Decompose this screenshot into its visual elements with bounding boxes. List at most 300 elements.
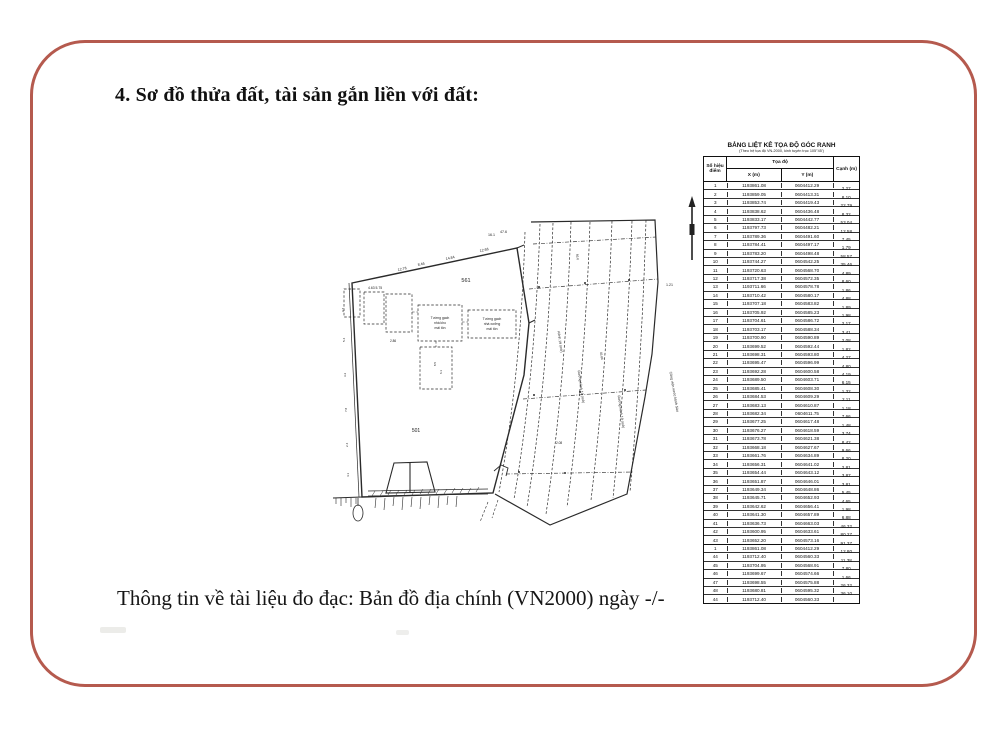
point-id: 32: [704, 445, 728, 450]
point-id: 36: [704, 479, 728, 484]
point-id: 42: [704, 529, 728, 534]
x-coordinate: 1193789.36: [728, 234, 782, 239]
point-id: 1: [704, 546, 728, 551]
edge-length: 9.66: [841, 447, 851, 453]
micro-label: 7.8: [344, 407, 348, 412]
y-coordinate: 0604648.86: [782, 487, 834, 492]
edge-length: 8.32: [841, 211, 851, 217]
y-coordinate: 0604568.91: [782, 563, 834, 568]
x-coordinate: 1193652.20: [728, 538, 782, 543]
road-dash-line: [527, 223, 553, 507]
park-label: Công viên nước kênh Sáu: [668, 371, 680, 413]
point-id: 28: [704, 411, 728, 416]
faded-text-trace: [100, 627, 126, 633]
table-row: [704, 207, 859, 215]
x-coordinate: 1193717.38: [728, 276, 782, 281]
point-id: 12: [704, 276, 728, 281]
point-id: 46: [704, 571, 728, 576]
micro-label: 6.1: [439, 369, 443, 375]
road-label: Kênh 19 (mở): [556, 330, 564, 353]
micro-label: 9.7: [341, 307, 345, 312]
measurement-info-text: Thông tin về tài liệu đo đạc: Bản đồ địa chính (VN2000) ngày -/-: [117, 586, 665, 610]
column-header-y: Y (m): [801, 172, 814, 178]
dimension-label: 4.63 5.75: [368, 286, 383, 290]
point-id: 16: [704, 310, 728, 315]
edge-length: 3.74: [841, 431, 851, 437]
point-id: 19: [704, 335, 728, 340]
column-header-point: Số hiệu điểm: [704, 157, 727, 181]
y-coordinate: 0604491.60: [782, 234, 834, 239]
edge-length: 58.57: [840, 253, 853, 259]
y-coordinate: 0604498.48: [782, 251, 834, 256]
y-coordinate: 0604560.33: [782, 597, 834, 602]
dimension-label: 8.46: [417, 261, 426, 267]
building-outline: [420, 347, 452, 389]
y-coordinate: 0604656.41: [782, 504, 834, 509]
edge-length: 1.98: [841, 507, 851, 513]
building-label: nhà xưởng: [483, 322, 501, 326]
point-id: 33: [704, 453, 728, 458]
y-coordinate: 0604600.58: [782, 369, 834, 374]
table-row: [704, 233, 859, 241]
point-id: 6: [704, 225, 728, 230]
dimension-label: 45.86: [599, 351, 605, 361]
point-id: 9: [704, 251, 728, 256]
tick-marks: [336, 498, 356, 507]
table-row: [704, 342, 859, 350]
x-coordinate: 1193784.41: [728, 242, 782, 247]
column-header-coords: [727, 157, 834, 181]
micro-label: 5.4: [342, 337, 346, 342]
dimension-label: 12.76: [397, 266, 408, 272]
x-coordinate: 1193645.71: [728, 495, 782, 500]
edge-length: 2.27: [841, 186, 851, 192]
x-coordinate: 1193689.50: [728, 377, 782, 382]
table-row: [704, 444, 859, 452]
x-coordinate: 1193707.18: [728, 301, 782, 306]
table-row: [704, 553, 859, 561]
table-row: [704, 368, 859, 376]
point-id: 30: [704, 428, 728, 433]
y-coordinate: 0604412.29: [782, 183, 834, 188]
point-id: 7: [704, 234, 728, 239]
cadastral-map-svg: [328, 192, 690, 570]
point-id: 5: [704, 217, 728, 222]
edge-length: 12.80: [840, 549, 853, 555]
point-id: 1: [704, 183, 728, 188]
edge-length: 8.20: [841, 456, 851, 462]
point-id: 4: [704, 209, 728, 214]
x-coordinate: 1193649.34: [728, 487, 782, 492]
column-header-x: X (m): [727, 169, 781, 181]
y-coordinate: 0604436.48: [782, 209, 834, 214]
coordinate-table-body: [704, 182, 859, 603]
coordinate-table-title: BẢNG LIỆT KÊ TỌA ĐỘ GÓC RANH: [727, 142, 836, 149]
table-row: [704, 460, 859, 468]
point-id: 17: [704, 318, 728, 323]
edge-length: 26.32: [840, 582, 853, 588]
point-id: 10: [704, 259, 728, 264]
cadastral-map: [328, 192, 690, 570]
x-coordinate: 1193720.63: [728, 268, 782, 273]
y-coordinate: 0604580.17: [782, 293, 834, 298]
cross-line: [506, 472, 633, 474]
x-coordinate: 1193685.41: [728, 386, 782, 391]
y-coordinate: 0604590.89: [782, 335, 834, 340]
edge-length: 1.98: [841, 312, 851, 318]
y-coordinate: 0604596.99: [782, 360, 834, 365]
x-coordinate: 1193656.31: [728, 462, 782, 467]
table-row: [704, 579, 859, 587]
micro-label: 2.4: [345, 442, 349, 447]
coordinate-table-grid: [703, 156, 860, 604]
x-coordinate: 1193712.40: [728, 597, 782, 602]
coordinate-table-subtitle: (Theo hệ tọa độ VN-2000, kinh tuyến trục 105°45'): [739, 149, 824, 153]
building-label: Tường gạch: [430, 316, 450, 320]
dimension-label: 2.08: [556, 441, 563, 445]
y-coordinate: 0604560.33: [782, 554, 834, 559]
point-id: 23: [704, 369, 728, 374]
point-id: 37: [704, 487, 728, 492]
table-row: [704, 325, 859, 333]
table-row: [704, 266, 859, 274]
table-row: [704, 250, 859, 258]
boundary-bridge-segments: [517, 245, 535, 323]
building-label: nhà kho: [433, 321, 447, 325]
point-id: 15: [704, 301, 728, 306]
dimension-label: 56.6: [575, 253, 580, 261]
building-label: mái tôn: [486, 327, 498, 331]
building-outline: [386, 294, 412, 332]
edge-length: 22.79: [840, 203, 853, 209]
table-row: [704, 427, 859, 435]
point-id: 14: [704, 293, 728, 298]
x-coordinate: 1193676.27: [728, 428, 782, 433]
edge-length: 4.88: [841, 296, 851, 302]
table-row: [704, 486, 859, 494]
table-row: [704, 309, 859, 317]
culvert-loop: [353, 505, 363, 521]
x-coordinate: 1193698.31: [728, 352, 782, 357]
point-id: 43: [704, 538, 728, 543]
table-row: [704, 562, 859, 570]
road-label: Đường kênh 19 (mở): [616, 395, 626, 429]
micro-label: 8.5: [433, 361, 437, 367]
point-id: 24: [704, 377, 728, 382]
y-coordinate: 0604657.89: [782, 512, 834, 517]
point-id: 44: [704, 597, 728, 602]
point-id: 26: [704, 394, 728, 399]
point-id: 20: [704, 344, 728, 349]
road-dash-line: [514, 224, 540, 499]
table-row: [704, 477, 859, 485]
x-coordinate: 1193673.78: [728, 436, 782, 441]
table-row: [704, 334, 859, 342]
edge-length: 8.42: [841, 439, 851, 445]
x-coordinate: 1193684.53: [728, 394, 782, 399]
table-row: [704, 511, 859, 519]
table-row: [704, 435, 859, 443]
table-row: [704, 376, 859, 384]
table-row: [704, 418, 859, 426]
y-coordinate: 0604603.71: [782, 377, 834, 382]
table-row: [704, 587, 859, 595]
y-coordinate: 0604608.30: [782, 386, 834, 391]
table-row: [704, 283, 859, 291]
edge-length: 11.38: [840, 557, 852, 563]
edge-length: 3.81: [841, 481, 851, 487]
edge-length: 1.18: [841, 405, 851, 411]
x-coordinate: 1193861.08: [728, 183, 782, 188]
table-row: [704, 595, 859, 602]
table-row: [704, 292, 859, 300]
notch-structure: [494, 465, 508, 476]
edge-length: 3.41: [841, 329, 851, 335]
y-coordinate: 0604646.01: [782, 479, 834, 484]
y-coordinate: 0604586.72: [782, 318, 834, 323]
table-row: [704, 469, 859, 477]
point-id: 18: [704, 327, 728, 332]
faded-text-trace: [396, 630, 409, 635]
x-coordinate: 1193641.30: [728, 512, 782, 517]
parcel-number: 501: [411, 428, 421, 434]
x-coordinate: 1193600.95: [728, 529, 782, 534]
x-coordinate: 1193705.92: [728, 310, 782, 315]
edge-length: 1.86: [841, 287, 851, 293]
x-coordinate: 1193833.17: [728, 217, 782, 222]
edge-length: 4.65: [841, 498, 851, 504]
y-coordinate: 0604593.80: [782, 352, 834, 357]
y-coordinate: 0604572.35: [782, 276, 834, 281]
table-row: [704, 536, 859, 544]
point-id: 35: [704, 470, 728, 475]
table-row: [704, 385, 859, 393]
north-arrow: [684, 194, 700, 266]
table-row: [704, 258, 859, 266]
road-dash-line: [630, 220, 646, 492]
x-coordinate: 1193744.27: [728, 259, 782, 264]
column-header-edge: Cạnh (m): [836, 166, 857, 172]
point-id: 31: [704, 436, 728, 441]
y-coordinate: 0604585.23: [782, 310, 834, 315]
y-coordinate: 0604573.16: [782, 538, 834, 543]
y-coordinate: 0604621.38: [782, 436, 834, 441]
point-id: 38: [704, 495, 728, 500]
y-coordinate: 0604663.03: [782, 521, 834, 526]
y-coordinate: 0604442.77: [782, 217, 834, 222]
point-id: 8: [704, 242, 728, 247]
edge-length: 1.89: [841, 304, 851, 310]
dimension-label: 16.1: [488, 233, 495, 237]
y-coordinate: 0604583.82: [782, 301, 834, 306]
road-dash-line: [567, 222, 590, 507]
building-label: mái tôn: [434, 326, 446, 330]
edge-length: 7.80: [841, 566, 851, 572]
x-coordinate: 1193838.62: [728, 209, 782, 214]
y-coordinate: 0604595.32: [782, 588, 834, 593]
table-row: [704, 452, 859, 460]
road-label: Đường kênh 19 (mở): [576, 370, 586, 404]
y-coordinate: 0604568.70: [782, 268, 834, 273]
lower-dash-lines: [480, 500, 498, 522]
table-row: [704, 359, 859, 367]
x-coordinate: 1193642.62: [728, 504, 782, 509]
table-row: [704, 520, 859, 528]
x-coordinate: 1193636.73: [728, 521, 782, 526]
table-row: [704, 393, 859, 401]
edge-length: 1.79: [841, 245, 851, 251]
x-coordinate: 1193682.34: [728, 411, 782, 416]
x-coordinate: 1193695.47: [728, 360, 782, 365]
x-coordinate: 1193692.28: [728, 369, 782, 374]
x-coordinate: 1193699.67: [728, 571, 782, 576]
x-coordinate: 1193699.52: [728, 344, 782, 349]
x-coordinate: 1193661.76: [728, 453, 782, 458]
dimension-label: 1.21: [666, 283, 673, 287]
table-row: [704, 503, 859, 511]
table-row: [704, 190, 859, 198]
dimension-label: 14.84: [445, 255, 456, 261]
cross-line: [529, 279, 658, 289]
edge-length: 4.89: [841, 270, 851, 276]
edge-length: 80.27: [840, 532, 853, 538]
edge-length: 2.17: [841, 321, 851, 327]
x-coordinate: 1193698.55: [728, 580, 782, 585]
x-coordinate: 1193677.25: [728, 419, 782, 424]
point-id: 13: [704, 284, 728, 289]
edge-length: 7.66: [841, 414, 851, 420]
edge-length: 4.19: [841, 372, 851, 378]
point-id: 47: [704, 580, 728, 585]
point-id: 29: [704, 419, 728, 424]
point-id: 48: [704, 588, 728, 593]
x-coordinate: 1193700.90: [728, 335, 782, 340]
y-coordinate: 0604497.17: [782, 242, 834, 247]
coordinate-table-header: [704, 157, 859, 182]
y-coordinate: 0604618.59: [782, 428, 834, 433]
point-id: 2: [704, 192, 728, 197]
edge-length: 5.45: [841, 490, 851, 496]
x-coordinate: 1193703.17: [728, 327, 782, 332]
table-row: [704, 528, 859, 536]
y-coordinate: 0604574.66: [782, 571, 834, 576]
x-coordinate: 1193680.81: [728, 588, 782, 593]
x-coordinate: 1193704.95: [728, 563, 782, 568]
table-row: [704, 570, 859, 578]
point-id: 3: [704, 200, 728, 205]
dimension-label: 12.66: [479, 247, 490, 253]
y-coordinate: 0604542.25: [782, 259, 834, 264]
y-coordinate: 0604609.29: [782, 394, 834, 399]
x-coordinate: 1193710.42: [728, 293, 782, 298]
edge-length: 3.87: [841, 473, 851, 479]
edge-length: 36.10: [840, 591, 853, 597]
edge-length: 2.81: [841, 464, 851, 470]
y-coordinate: 0604627.67: [782, 445, 834, 450]
dimension-label: 47.6: [500, 230, 507, 234]
y-coordinate: 0604633.61: [782, 529, 834, 534]
road-dash-line: [613, 221, 632, 498]
page-title: 4. Sơ đồ thửa đất, tài sản gắn liền với đất:: [115, 84, 480, 106]
edge-length: 2.11: [841, 397, 851, 403]
micro-label: 4.1: [346, 472, 350, 477]
x-coordinate: 1193654.44: [728, 470, 782, 475]
y-coordinate: 0604578.78: [782, 284, 834, 289]
y-coordinate: 0604592.44: [782, 344, 834, 349]
table-row: [704, 494, 859, 502]
y-coordinate: 0604412.29: [782, 546, 834, 551]
edge-length: 6.88: [841, 515, 851, 521]
point-id: 21: [704, 352, 728, 357]
edge-length: 4.27: [841, 355, 851, 361]
building-outline: [364, 292, 384, 324]
table-row: [704, 401, 859, 409]
y-coordinate: 0604482.21: [782, 225, 834, 230]
x-coordinate: 1193711.66: [728, 284, 782, 289]
point-id: 34: [704, 462, 728, 467]
road-dash-line: [591, 221, 612, 500]
cross-line: [533, 237, 656, 244]
x-coordinate: 1193797.73: [728, 225, 782, 230]
edge-length: 6.15: [841, 380, 851, 386]
edge-length: 4.80: [841, 363, 851, 369]
point-id: 22: [704, 360, 728, 365]
north-arrow-blob: [690, 224, 695, 235]
x-coordinate: 1193704.61: [728, 318, 782, 323]
north-arrow-head: [689, 196, 696, 207]
table-row: [704, 182, 859, 190]
point-leader-ticks: [375, 496, 457, 510]
point-id: 40: [704, 512, 728, 517]
table-row: [704, 216, 859, 224]
edge-length: 53.04: [840, 220, 853, 226]
edge-length: 8.60: [841, 279, 851, 285]
edge-length: 46.32: [840, 523, 853, 529]
y-coordinate: 0604610.87: [782, 403, 834, 408]
y-coordinate: 0604643.12: [782, 470, 834, 475]
edge-length: 1.66: [841, 574, 851, 580]
point-id: 41: [704, 521, 728, 526]
edge-length: 12.58: [840, 228, 853, 234]
x-coordinate: 1193651.87: [728, 479, 782, 484]
edge-length: 1.82: [841, 346, 851, 352]
y-coordinate: 0604588.34: [782, 327, 834, 332]
x-coordinate: 1193859.05: [728, 192, 782, 197]
y-coordinate: 0604652.93: [782, 495, 834, 500]
x-coordinate: 1193668.18: [728, 445, 782, 450]
y-coordinate: 0604634.89: [782, 453, 834, 458]
y-coordinate: 0604575.88: [782, 580, 834, 585]
point-id: 39: [704, 504, 728, 509]
table-row: [704, 275, 859, 283]
bottom-boundary-extension: [333, 497, 362, 498]
column-header-toado: Tọa độ: [727, 157, 833, 169]
table-row: [704, 410, 859, 418]
edge-length: 91.37: [840, 540, 853, 546]
edge-length: 1.32: [841, 388, 851, 394]
edge-length: 35.46: [840, 262, 853, 268]
table-row: [704, 545, 859, 553]
table-row: [704, 241, 859, 249]
table-row: [704, 224, 859, 232]
point-id: 45: [704, 563, 728, 568]
node-points: [518, 280, 630, 473]
dimension-label: 2.86: [390, 339, 397, 343]
x-coordinate: 1193712.40: [728, 554, 782, 559]
x-coordinate: 1193783.20: [728, 251, 782, 256]
edge-length: 2.08: [841, 338, 851, 344]
y-coordinate: 0604419.43: [782, 200, 834, 205]
